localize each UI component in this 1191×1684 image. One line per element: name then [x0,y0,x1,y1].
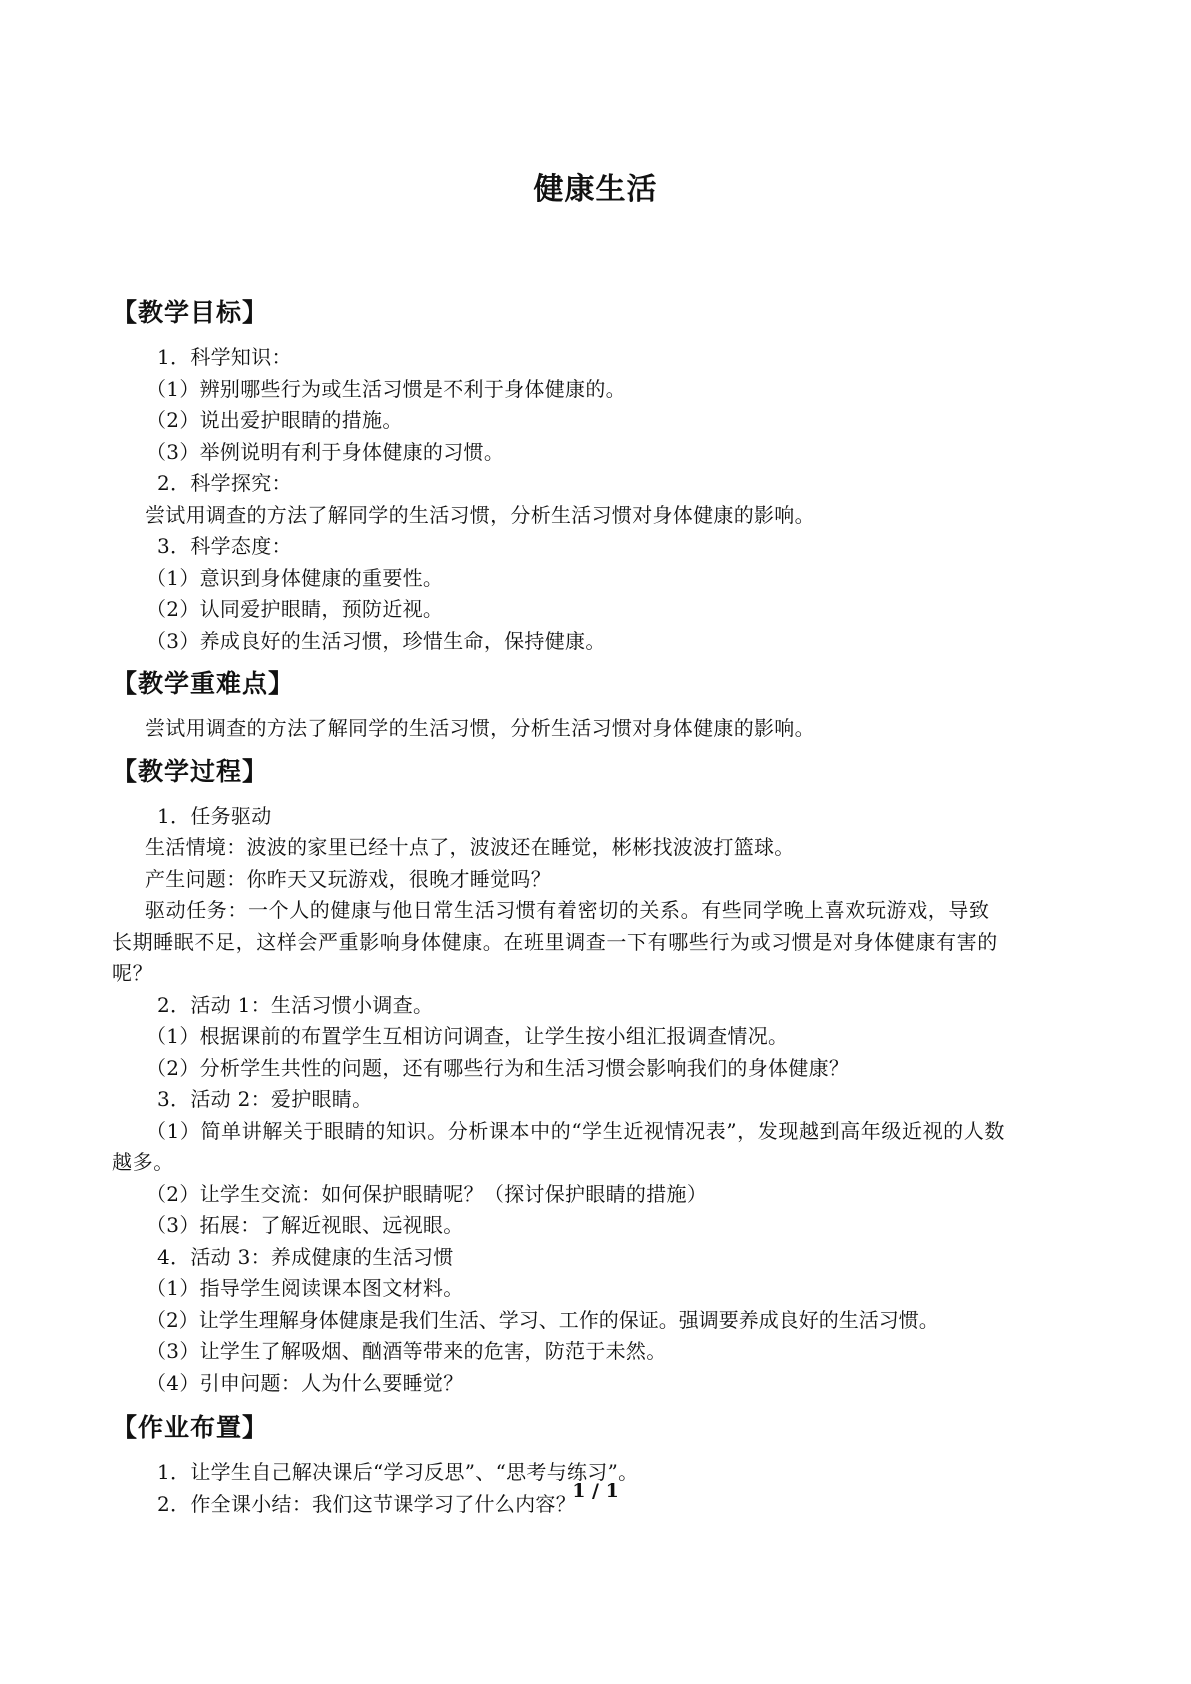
section-key-difficulties [112,665,1102,745]
section-homework [112,1409,1102,1520]
text-line: （4）引申问题：人为什么要睡觉？ [146,1370,464,1395]
text-line: 2．活动 1：生活习惯小调查。 [157,992,434,1017]
text-line: 4．活动 3：养成健康的生活习惯 [157,1244,454,1269]
document-title: 健康生活 [533,172,658,207]
section-lines [112,342,1102,657]
text-line: 1．科学知识： [157,345,292,369]
section-teaching-objectives [112,294,1102,657]
section-heading: 【作业布置】 [112,1413,269,1442]
text-line: 尝试用调查的方法了解同学的生活习惯，分析生活习惯对身体健康的影响。 [145,716,815,740]
text-line: （3）拓展：了解近视眼、远视眼。 [146,1213,464,1237]
text-line: （1）辨别哪些行为或生活习惯是不利于身体健康的。 [146,376,626,401]
text-line: 2．作全课小结：我们这节课学习了什么内容？ [157,1491,577,1516]
text-line: 生活情境：波波的家里已经十点了，波波还在睡觉，彬彬找波波打篮球。 [145,835,795,859]
text-line: （2）分析学生共性的问题，还有哪些行为和生活习惯会影响我们的身体健康？ [146,1055,850,1080]
text-line: （3）养成良好的生活习惯，珍惜生命，保持健康。 [146,628,606,653]
text-line: （2）让学生交流：如何保护眼睛呢？（探讨保护眼睛的措施） [146,1181,708,1206]
text-paragraph: （1）简单讲解关于眼睛的知识。分析课本中的“学生近视情况表”，发现越到高年级近视的人数越多。 [112,1118,1005,1174]
text-line: 3．活动 2：爱护眼睛。 [157,1087,373,1111]
text-line: （1）根据课前的布置学生互相访问调查，让学生按小组汇报调查情况。 [146,1024,789,1048]
text-line: （1）意识到身体健康的重要性。 [146,565,444,590]
text-line: （2）让学生理解身体健康是我们生活、学习、工作的保证。强调要养成良好的生活习惯。 [146,1307,939,1332]
text-paragraph: 驱动任务：一个人的健康与他日常生活习惯有着密切的关系。有些同学晚上喜欢玩游戏，导致长期睡眠不足，这样会严重影响身体健康。在班里调查一下有哪些行为或习惯是对身体健康有害的呢？ [112,898,998,985]
text-line: （2）认同爱护眼睛，预防近视。 [146,597,444,621]
section-lines [112,713,1102,745]
text-line: （3）让学生了解吸烟、酗酒等带来的危害，防范于未然。 [146,1339,667,1363]
section-heading: 【教学目标】 [112,298,269,327]
section-heading: 【教学过程】 [112,756,269,786]
text-line: 产生问题：你昨天又玩游戏，很晚才睡觉吗？ [145,866,551,891]
text-line: （2）说出爱护眼睛的措施。 [146,408,403,432]
text-line: 2．科学探究： [157,471,292,495]
text-line: 1．让学生自己解决课后“学习反思”、“思考与练习”。 [157,1460,639,1484]
text-line: 尝试用调查的方法了解同学的生活习惯，分析生活习惯对身体健康的影响。 [145,502,815,527]
section-lines [112,801,1102,1400]
page-number: 1 / 1 [572,1480,619,1502]
text-line: 1．任务驱动 [157,803,272,828]
text-line: （3）举例说明有利于身体健康的习惯。 [146,439,505,464]
text-line: 3．科学态度： [157,534,292,558]
text-line: （1）指导学生阅读课本图文材料。 [146,1276,464,1300]
section-heading: 【教学重难点】 [112,669,295,698]
document-body [112,294,1102,1520]
section-teaching-process [112,753,1102,1400]
